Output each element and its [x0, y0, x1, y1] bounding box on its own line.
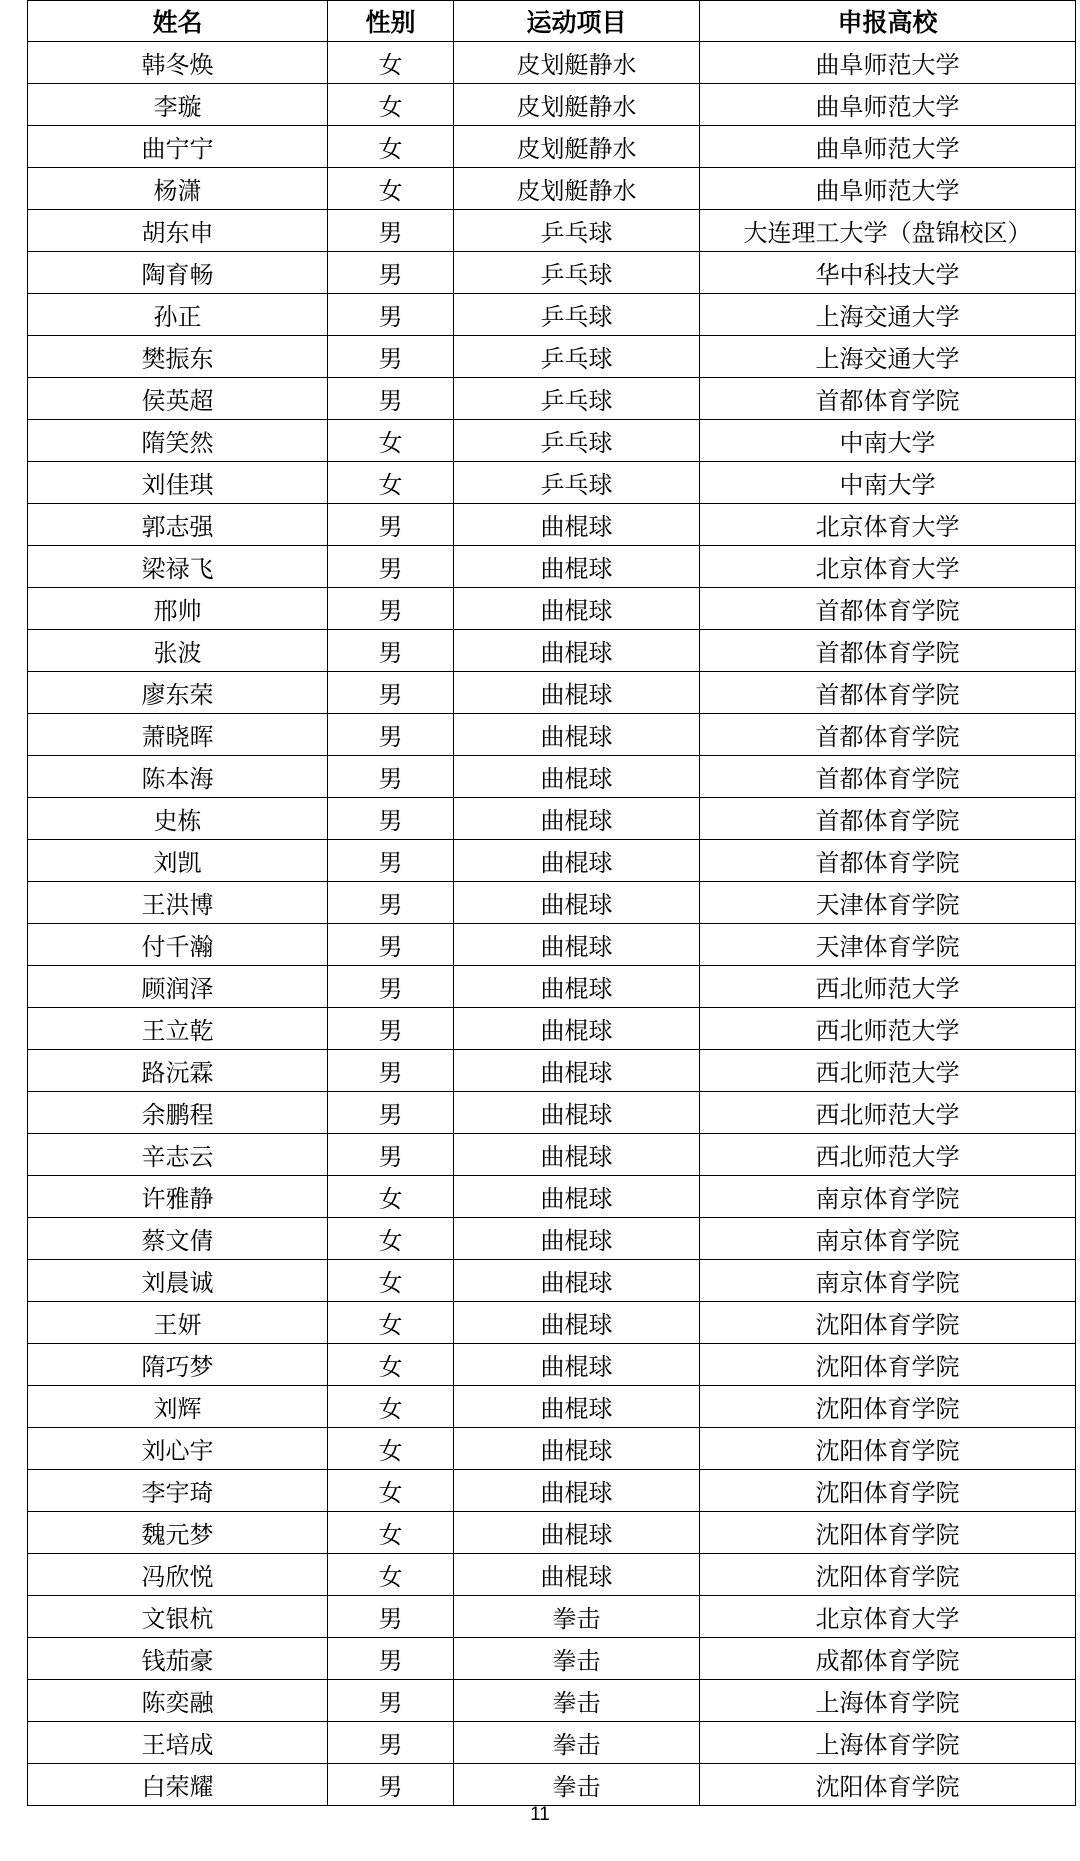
cell-sport: 皮划艇静水 — [454, 84, 700, 126]
table-row — [28, 1134, 1076, 1176]
table-row — [28, 1764, 1076, 1806]
cell-school: 沈阳体育学院 — [700, 1344, 1076, 1386]
cell-school: 南京体育学院 — [700, 1218, 1076, 1260]
cell-school: 天津体育学院 — [700, 882, 1076, 924]
cell-gender: 男 — [328, 1722, 454, 1764]
table-row — [28, 336, 1076, 378]
cell-school: 首都体育学院 — [700, 840, 1076, 882]
table-row — [28, 1428, 1076, 1470]
table-row — [28, 1302, 1076, 1344]
cell-sport: 曲棍球 — [454, 798, 700, 840]
cell-name: 陶育畅 — [28, 252, 328, 294]
cell-school: 华中科技大学 — [700, 252, 1076, 294]
cell-sport: 乒乓球 — [454, 420, 700, 462]
cell-school: 中南大学 — [700, 420, 1076, 462]
cell-gender: 女 — [328, 168, 454, 210]
table-row — [28, 1260, 1076, 1302]
cell-school: 沈阳体育学院 — [700, 1386, 1076, 1428]
cell-gender: 男 — [328, 1638, 454, 1680]
cell-sport: 皮划艇静水 — [454, 42, 700, 84]
cell-school: 曲阜师范大学 — [700, 168, 1076, 210]
table-row — [28, 798, 1076, 840]
cell-school: 南京体育学院 — [700, 1176, 1076, 1218]
cell-gender: 男 — [328, 1596, 454, 1638]
cell-name: 刘心宇 — [28, 1428, 328, 1470]
cell-name: 隋笑然 — [28, 420, 328, 462]
cell-sport: 乒乓球 — [454, 336, 700, 378]
cell-name: 王洪博 — [28, 882, 328, 924]
cell-name: 冯欣悦 — [28, 1554, 328, 1596]
cell-school: 北京体育大学 — [700, 504, 1076, 546]
cell-gender: 男 — [328, 1680, 454, 1722]
cell-name: 廖东荣 — [28, 672, 328, 714]
cell-name: 文银杭 — [28, 1596, 328, 1638]
cell-gender: 女 — [328, 1176, 454, 1218]
cell-sport: 曲棍球 — [454, 1260, 700, 1302]
cell-gender: 男 — [328, 672, 454, 714]
cell-sport: 拳击 — [454, 1680, 700, 1722]
cell-school: 沈阳体育学院 — [700, 1512, 1076, 1554]
table-row — [28, 1470, 1076, 1512]
cell-name: 付千瀚 — [28, 924, 328, 966]
table-row — [28, 1218, 1076, 1260]
cell-name: 余鹏程 — [28, 1092, 328, 1134]
table-row — [28, 672, 1076, 714]
athlete-table — [27, 0, 1076, 1806]
cell-gender: 女 — [328, 1260, 454, 1302]
cell-gender: 男 — [328, 714, 454, 756]
cell-gender: 女 — [328, 1470, 454, 1512]
cell-sport: 拳击 — [454, 1722, 700, 1764]
cell-school: 沈阳体育学院 — [700, 1764, 1076, 1806]
cell-name: 刘晨诚 — [28, 1260, 328, 1302]
table-row — [28, 714, 1076, 756]
cell-name: 魏元梦 — [28, 1512, 328, 1554]
table-row — [28, 1008, 1076, 1050]
cell-school: 沈阳体育学院 — [700, 1302, 1076, 1344]
cell-gender: 男 — [328, 252, 454, 294]
cell-school: 西北师范大学 — [700, 1092, 1076, 1134]
cell-sport: 曲棍球 — [454, 1050, 700, 1092]
cell-gender: 女 — [328, 1386, 454, 1428]
table-row — [28, 756, 1076, 798]
cell-sport: 曲棍球 — [454, 588, 700, 630]
table-row — [28, 1050, 1076, 1092]
cell-school: 上海体育学院 — [700, 1680, 1076, 1722]
cell-name: 白荣耀 — [28, 1764, 328, 1806]
header-sport: 运动项目 — [454, 1, 700, 42]
cell-sport: 乒乓球 — [454, 378, 700, 420]
cell-gender: 男 — [328, 588, 454, 630]
table-row — [28, 84, 1076, 126]
cell-school: 西北师范大学 — [700, 1050, 1076, 1092]
table-row — [28, 1344, 1076, 1386]
table-row — [28, 924, 1076, 966]
cell-gender: 男 — [328, 1092, 454, 1134]
document-page — [27, 0, 1075, 1806]
cell-name: 韩冬焕 — [28, 42, 328, 84]
cell-sport: 曲棍球 — [454, 1176, 700, 1218]
cell-name: 陈本海 — [28, 756, 328, 798]
cell-school: 上海体育学院 — [700, 1722, 1076, 1764]
cell-gender: 男 — [328, 210, 454, 252]
cell-name: 樊振东 — [28, 336, 328, 378]
cell-gender: 男 — [328, 798, 454, 840]
cell-name: 蔡文倩 — [28, 1218, 328, 1260]
cell-name: 许雅静 — [28, 1176, 328, 1218]
cell-name: 郭志强 — [28, 504, 328, 546]
cell-gender: 男 — [328, 840, 454, 882]
cell-name: 辛志云 — [28, 1134, 328, 1176]
cell-name: 梁禄飞 — [28, 546, 328, 588]
cell-sport: 曲棍球 — [454, 840, 700, 882]
cell-name: 李璇 — [28, 84, 328, 126]
cell-name: 陈奕融 — [28, 1680, 328, 1722]
table-row — [28, 1638, 1076, 1680]
cell-sport: 曲棍球 — [454, 1092, 700, 1134]
cell-gender: 女 — [328, 84, 454, 126]
cell-gender: 女 — [328, 1512, 454, 1554]
cell-sport: 拳击 — [454, 1638, 700, 1680]
table-row — [28, 966, 1076, 1008]
cell-school: 曲阜师范大学 — [700, 42, 1076, 84]
cell-sport: 曲棍球 — [454, 630, 700, 672]
cell-sport: 曲棍球 — [454, 504, 700, 546]
cell-gender: 男 — [328, 630, 454, 672]
cell-school: 上海交通大学 — [700, 294, 1076, 336]
cell-sport: 曲棍球 — [454, 1470, 700, 1512]
table-row — [28, 1596, 1076, 1638]
cell-sport: 曲棍球 — [454, 714, 700, 756]
header-name: 姓名 — [28, 1, 328, 42]
table-row — [28, 546, 1076, 588]
cell-sport: 曲棍球 — [454, 756, 700, 798]
cell-gender: 男 — [328, 504, 454, 546]
cell-sport: 曲棍球 — [454, 672, 700, 714]
cell-school: 首都体育学院 — [700, 588, 1076, 630]
cell-name: 张波 — [28, 630, 328, 672]
table-row — [28, 126, 1076, 168]
cell-gender: 女 — [328, 1218, 454, 1260]
table-row — [28, 1092, 1076, 1134]
cell-name: 史栋 — [28, 798, 328, 840]
cell-sport: 曲棍球 — [454, 966, 700, 1008]
cell-school: 成都体育学院 — [700, 1638, 1076, 1680]
cell-gender: 男 — [328, 1050, 454, 1092]
cell-sport: 曲棍球 — [454, 1554, 700, 1596]
cell-gender: 女 — [328, 42, 454, 84]
table-row — [28, 504, 1076, 546]
table-row — [28, 1554, 1076, 1596]
cell-name: 邢帅 — [28, 588, 328, 630]
cell-school: 首都体育学院 — [700, 756, 1076, 798]
cell-school: 首都体育学院 — [700, 378, 1076, 420]
cell-school: 沈阳体育学院 — [700, 1428, 1076, 1470]
cell-school: 天津体育学院 — [700, 924, 1076, 966]
cell-sport: 曲棍球 — [454, 1386, 700, 1428]
cell-name: 王妍 — [28, 1302, 328, 1344]
cell-school: 大连理工大学（盘锦校区） — [700, 210, 1076, 252]
table-row — [28, 588, 1076, 630]
cell-school: 首都体育学院 — [700, 798, 1076, 840]
cell-name: 胡东申 — [28, 210, 328, 252]
cell-gender: 女 — [328, 1428, 454, 1470]
cell-gender: 女 — [328, 1344, 454, 1386]
table-row — [28, 252, 1076, 294]
cell-name: 顾润泽 — [28, 966, 328, 1008]
cell-gender: 男 — [328, 1764, 454, 1806]
cell-school: 西北师范大学 — [700, 966, 1076, 1008]
header-gender: 性别 — [328, 1, 454, 42]
cell-gender: 男 — [328, 1008, 454, 1050]
table-row — [28, 210, 1076, 252]
cell-sport: 曲棍球 — [454, 1134, 700, 1176]
cell-name: 钱茄豪 — [28, 1638, 328, 1680]
cell-name: 王培成 — [28, 1722, 328, 1764]
table-row — [28, 42, 1076, 84]
cell-name: 王立乾 — [28, 1008, 328, 1050]
cell-school: 首都体育学院 — [700, 630, 1076, 672]
cell-sport: 乒乓球 — [454, 462, 700, 504]
page-number: 11 — [530, 1804, 550, 1825]
cell-school: 沈阳体育学院 — [700, 1470, 1076, 1512]
header-school: 申报高校 — [700, 1, 1076, 42]
cell-gender: 男 — [328, 378, 454, 420]
cell-sport: 曲棍球 — [454, 1218, 700, 1260]
cell-school: 西北师范大学 — [700, 1008, 1076, 1050]
table-row — [28, 840, 1076, 882]
table-row — [28, 294, 1076, 336]
cell-school: 首都体育学院 — [700, 672, 1076, 714]
cell-sport: 乒乓球 — [454, 294, 700, 336]
cell-name: 侯英超 — [28, 378, 328, 420]
cell-sport: 乒乓球 — [454, 252, 700, 294]
cell-gender: 女 — [328, 126, 454, 168]
table-row — [28, 168, 1076, 210]
table-row — [28, 378, 1076, 420]
cell-name: 路沅霖 — [28, 1050, 328, 1092]
table-row — [28, 1176, 1076, 1218]
cell-school: 南京体育学院 — [700, 1260, 1076, 1302]
cell-sport: 乒乓球 — [454, 210, 700, 252]
cell-gender: 男 — [328, 966, 454, 1008]
cell-gender: 男 — [328, 294, 454, 336]
cell-gender: 男 — [328, 882, 454, 924]
cell-sport: 曲棍球 — [454, 546, 700, 588]
table-row — [28, 630, 1076, 672]
cell-name: 刘佳琪 — [28, 462, 328, 504]
cell-sport: 曲棍球 — [454, 924, 700, 966]
cell-gender: 女 — [328, 462, 454, 504]
cell-name: 曲宁宁 — [28, 126, 328, 168]
cell-sport: 曲棍球 — [454, 1008, 700, 1050]
cell-name: 杨潇 — [28, 168, 328, 210]
cell-sport: 曲棍球 — [454, 1428, 700, 1470]
cell-school: 曲阜师范大学 — [700, 126, 1076, 168]
table-row — [28, 882, 1076, 924]
cell-school: 中南大学 — [700, 462, 1076, 504]
cell-name: 李宇琦 — [28, 1470, 328, 1512]
table-header-row — [28, 1, 1076, 42]
cell-gender: 女 — [328, 1302, 454, 1344]
cell-name: 刘辉 — [28, 1386, 328, 1428]
table-row — [28, 462, 1076, 504]
cell-school: 北京体育大学 — [700, 546, 1076, 588]
cell-sport: 曲棍球 — [454, 1344, 700, 1386]
cell-school: 曲阜师范大学 — [700, 84, 1076, 126]
table-body — [28, 42, 1076, 1806]
cell-gender: 女 — [328, 420, 454, 462]
cell-gender: 男 — [328, 546, 454, 588]
cell-sport: 曲棍球 — [454, 1302, 700, 1344]
cell-gender: 女 — [328, 1554, 454, 1596]
cell-name: 刘凯 — [28, 840, 328, 882]
cell-sport: 拳击 — [454, 1764, 700, 1806]
cell-name: 孙正 — [28, 294, 328, 336]
cell-gender: 男 — [328, 336, 454, 378]
cell-sport: 曲棍球 — [454, 882, 700, 924]
table-row — [28, 1722, 1076, 1764]
table-row — [28, 1512, 1076, 1554]
cell-gender: 男 — [328, 1134, 454, 1176]
table-row — [28, 1386, 1076, 1428]
table-row — [28, 1680, 1076, 1722]
cell-gender: 男 — [328, 756, 454, 798]
cell-name: 隋巧梦 — [28, 1344, 328, 1386]
cell-name: 萧晓晖 — [28, 714, 328, 756]
cell-sport: 曲棍球 — [454, 1512, 700, 1554]
cell-sport: 皮划艇静水 — [454, 126, 700, 168]
table-row — [28, 420, 1076, 462]
cell-gender: 男 — [328, 924, 454, 966]
cell-school: 北京体育大学 — [700, 1596, 1076, 1638]
cell-school: 上海交通大学 — [700, 336, 1076, 378]
cell-sport: 拳击 — [454, 1596, 700, 1638]
cell-school: 西北师范大学 — [700, 1134, 1076, 1176]
cell-sport: 皮划艇静水 — [454, 168, 700, 210]
cell-school: 首都体育学院 — [700, 714, 1076, 756]
cell-school: 沈阳体育学院 — [700, 1554, 1076, 1596]
